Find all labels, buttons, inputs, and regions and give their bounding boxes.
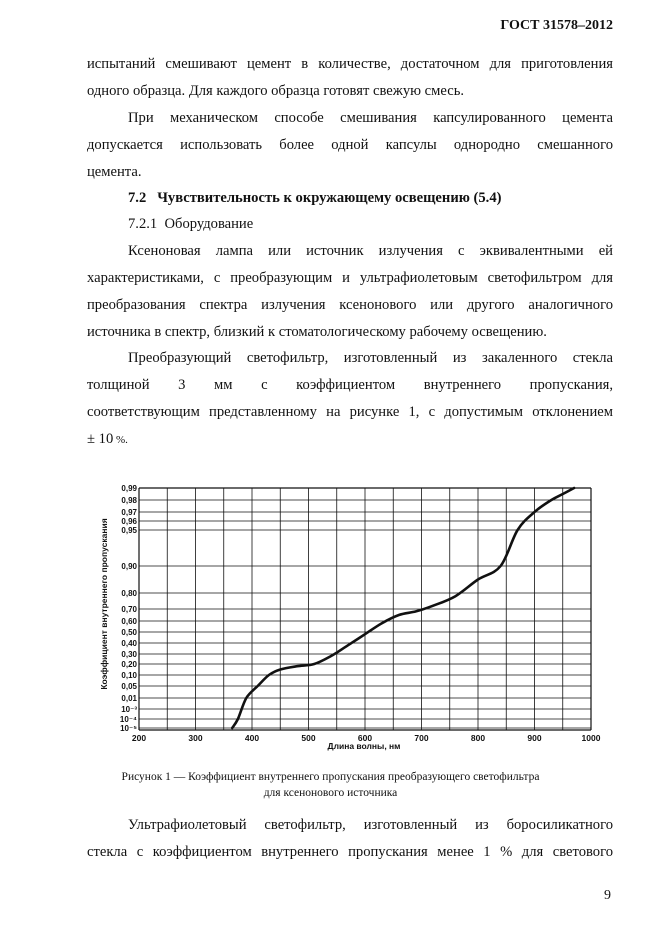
y-tick-label: 0,70 (121, 605, 137, 614)
figure-caption-line-1: Рисунок 1 — Коэффициент внутреннего пропускания преобразующего светофильтра (121, 771, 540, 783)
paragraph-4-line-1: Преобразующий светофильтр, изготовленный из закаленного стекла (128, 350, 613, 366)
y-tick-label: 0,40 (121, 639, 137, 648)
tolerance-value: ± 10 (87, 431, 114, 447)
paragraph-5-line-1: Ультрафиолетовый светофильтр, изготовленный из боросиликатного (128, 817, 613, 833)
paragraph-1-line-2: одного образца. Для каждого образца готовят свежую смесь. (87, 83, 465, 99)
tolerance-unit: %. (113, 434, 128, 446)
y-axis-label: Коэффициент внутреннего пропускания (99, 518, 109, 690)
y-tick-label: 0,95 (121, 526, 137, 535)
y-tick-label: 0,05 (121, 682, 137, 691)
paragraph-3-line-2: характеристиками, с преобразующим и ультрафиолетовым светофильтром для (87, 270, 613, 286)
y-tick-label: 0,96 (121, 517, 137, 526)
section-title: Чувствительность к окружающему освещению (5.4) (157, 190, 502, 206)
y-tick-label: 0,30 (121, 650, 137, 659)
subsection-title: Оборудование (164, 216, 254, 232)
y-tick-label: 10⁻³ (121, 705, 137, 714)
y-tick-label: 0,50 (121, 628, 137, 637)
y-tick-label: 0,10 (121, 671, 137, 680)
y-tick-label: 0,97 (121, 508, 137, 517)
figure-caption-line-2: для ксенонового источника (263, 787, 398, 799)
y-tick-label: 0,98 (121, 496, 137, 505)
transmittance-curve (232, 488, 574, 728)
section-number: 7.2 (128, 190, 147, 206)
paragraph-3-line-4: источника в спектр, близкий к стоматологическому рабочему освещению. (87, 324, 547, 340)
transmittance-chart (98, 478, 601, 751)
y-tick-label: 0,99 (121, 484, 137, 493)
subsection-heading (128, 216, 253, 233)
x-axis-label: Длина волны, нм (327, 741, 401, 751)
paragraph-5-line-2: стекла с коэффициентом внутреннего пропускания менее 1 % для светового (87, 844, 613, 860)
y-tick-label: 0,01 (121, 694, 137, 703)
paragraph-3-line-3: преобразования спектра излучения ксенонового или другого аналогичного (87, 297, 613, 313)
y-tick-label: 0,90 (121, 562, 137, 571)
paragraph-3-line-1: Ксеноновая лампа или источник излучения с эквивалентными ей (128, 243, 613, 259)
x-tick-label: 200 (131, 733, 147, 743)
x-tick-label: 900 (527, 733, 542, 743)
x-tick-label: 400 (244, 733, 260, 743)
x-tick-label: 600 (357, 733, 373, 743)
x-tick-label: 1000 (581, 733, 601, 743)
paragraph-4-line-2: толщиной 3 мм с коэффициентом внутреннего пропускания, (87, 377, 613, 393)
paragraph-4-line-3: соответствующим представленному на рисунке 1, с допустимым отклонением (87, 404, 613, 420)
document-code: ГОСТ 31578–2012 (500, 18, 613, 33)
x-tick-label: 800 (470, 733, 486, 743)
y-tick-label: 0,80 (121, 589, 137, 598)
x-tick-label: 500 (301, 733, 316, 743)
figure-caption (60, 769, 601, 801)
y-tick-label: 10⁻⁵ (120, 724, 137, 733)
section-heading (128, 190, 502, 207)
paragraph-2-line-1: При механическом способе смешивания капсулированного цемента (128, 110, 613, 126)
paragraph-1-line-1: испытаний смешивают цемент в количестве, достаточном для приготовления (87, 56, 613, 72)
y-tick-label: 0,60 (121, 617, 137, 626)
y-tick-label: 0,20 (121, 660, 137, 669)
paragraph-4-line-4 (87, 431, 128, 448)
y-tick-label: 10⁻⁴ (119, 715, 137, 724)
y-tick-labels (120, 484, 138, 733)
paragraph-2-line-2: допускается использовать более одной капсулы однородно смешанного (87, 137, 613, 153)
subsection-number: 7.2.1 (128, 216, 158, 232)
x-tick-label: 700 (414, 733, 429, 743)
x-tick-label: 300 (188, 733, 203, 743)
page-number: 9 (604, 888, 611, 903)
paragraph-2-line-3: цемента. (87, 164, 142, 180)
